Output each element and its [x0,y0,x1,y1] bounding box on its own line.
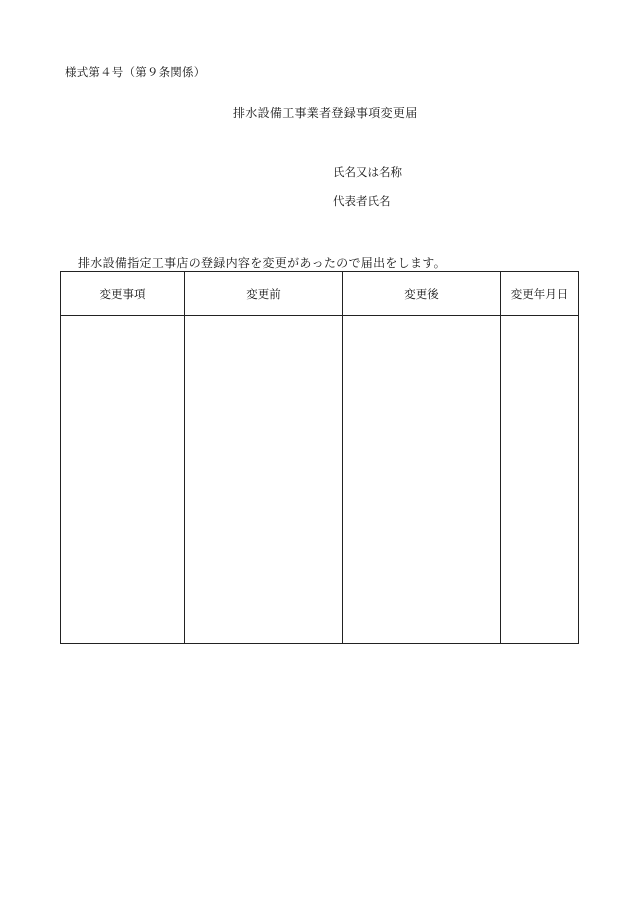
applicant-name-label: 氏名又は名称 [333,165,402,179]
document-title: 排水設備工事業者登録事項変更届 [233,106,418,120]
declaration-text: 排水設備指定工事店の登録内容を変更があったので届出をします。 [78,256,446,270]
header-change-date: 変更年月日 [501,272,579,316]
table-row [61,316,579,644]
cell-after-change[interactable] [343,316,501,644]
cell-change-item[interactable] [61,316,185,644]
header-after-change: 変更後 [343,272,501,316]
cell-before-change[interactable] [185,316,343,644]
header-before-change: 変更前 [185,272,343,316]
changes-table [60,271,579,644]
form-number: 様式第４号（第９条関係） [65,65,206,79]
representative-name-label: 代表者氏名 [333,194,391,208]
table-header-row [61,272,579,316]
cell-change-date[interactable] [501,316,579,644]
header-change-item: 変更事項 [61,272,185,316]
